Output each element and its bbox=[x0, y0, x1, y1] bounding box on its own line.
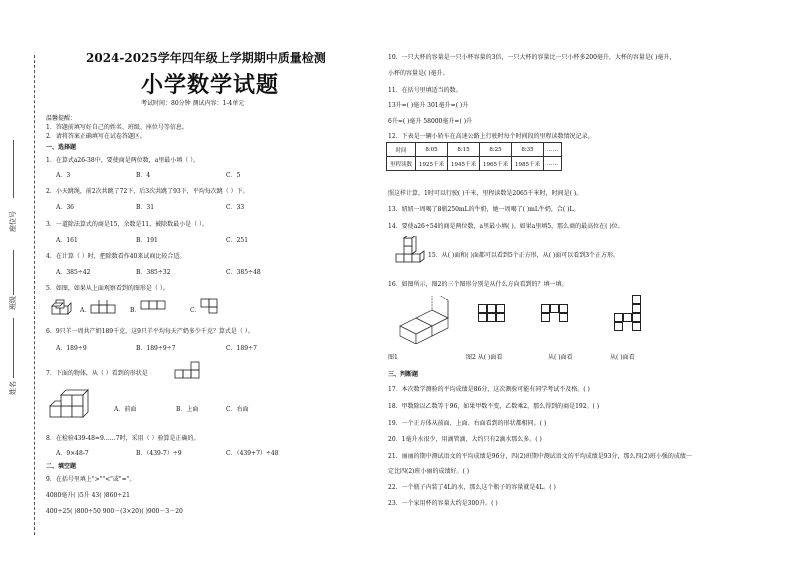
q4-opt-a[interactable]: A．385÷42 bbox=[56, 269, 91, 276]
q16-label-view2[interactable]: 从( )面看 bbox=[548, 354, 573, 361]
q9-line-2[interactable]: 400÷25( )800÷50 900－(3×20)( )900－3－20 bbox=[46, 508, 183, 515]
q7-opt-b[interactable]: B．上面 bbox=[176, 406, 199, 413]
q8-opt-c[interactable]: C．（439+7）÷48 bbox=[226, 450, 279, 457]
q15: 15．从( )面和( )面都可以看到5个正方形，从( )面可以看到3个正方形。 bbox=[428, 252, 620, 259]
q15-cube-figure bbox=[394, 236, 428, 268]
q12: 12．下表是一辆小轿车在高速公路上行驶时每个时间段的里程读数情况记录。 bbox=[388, 133, 594, 140]
sidebar-label-seat: 座位号 bbox=[9, 211, 17, 232]
table-cell: 里程读数 bbox=[387, 157, 416, 171]
q5-opt-b[interactable]: B． bbox=[130, 307, 141, 314]
q4: 4．在计算（ ）时，把除数看作40来试商比较合适。 bbox=[46, 253, 186, 260]
q14: 14．要使a26÷54的商是两位数，a里最小填( )。如果a里填5，那么商的最高位在( )位。 bbox=[388, 223, 624, 230]
table-cell: …… bbox=[544, 157, 562, 171]
exam-title-line: 2024-2025学年四年级上学期期中质量检测 bbox=[86, 51, 326, 65]
q11: 11．在括号里填适当的数。 bbox=[388, 87, 462, 94]
q10-b: 小杯的容量是( )毫升。 bbox=[388, 70, 449, 77]
table-cell: …… bbox=[544, 143, 562, 157]
q19: 19．一个正方体从前面、上面、右面看到的形状都相同。( ) bbox=[388, 420, 547, 427]
q21-b: 定比四(2)班小丽的成绩好。( ) bbox=[388, 468, 470, 475]
q3-opt-c[interactable]: C．251 bbox=[226, 237, 249, 244]
q7-object-figure bbox=[48, 384, 98, 426]
q1: 1．在算式a26-38中，要使商是两位数，a里最小填（ ）。 bbox=[46, 157, 200, 164]
q21-a: 21．丽丽的期中测试语文的平均成绩是96分，四(2)班期中测试语文的平均成绩是93分，那么四(2)班小强的成绩一 bbox=[388, 453, 692, 460]
q5-opt-a-shape bbox=[90, 300, 120, 316]
table-cell: 8:15 bbox=[448, 143, 480, 157]
class-blank[interactable] bbox=[13, 250, 14, 295]
table-cell: 时间 bbox=[387, 143, 416, 157]
q17: 17．本次数学测验的平均成绩是86分，这次测验可能有同学考试不及格。( ) bbox=[388, 386, 590, 393]
q9: 9．在括号里填上">""<"或"="。 bbox=[46, 476, 136, 483]
q5-opt-c[interactable]: C． bbox=[190, 307, 201, 314]
q20: 20．1毫升水很少，用滴管滴，大约只有2滴水那么多。( ) bbox=[388, 436, 542, 443]
q16-figure-1 bbox=[396, 296, 466, 346]
table-row bbox=[387, 157, 562, 171]
q9-line-1[interactable]: 4080毫升( )5升 43( )860÷21 bbox=[46, 492, 130, 499]
notice-2: 2．请将答案正确填写在试卷答题区。 bbox=[46, 133, 146, 140]
name-blank[interactable] bbox=[13, 318, 14, 378]
mileage-table bbox=[386, 142, 562, 171]
table-row bbox=[387, 143, 562, 157]
section-choice: 一、选择题 bbox=[46, 144, 77, 151]
q2-opt-c[interactable]: C．33 bbox=[226, 204, 245, 211]
q5: 5．如图，如果从上面观察看到的图形是（ ）。 bbox=[46, 285, 169, 292]
q1-opt-c[interactable]: C．5 bbox=[226, 172, 241, 179]
q3-opt-a[interactable]: A．161 bbox=[56, 237, 78, 244]
q13: 13．妞妞一周喝了8瓶250mL的牛奶，她一周喝了( )mL牛奶，合( )L。 bbox=[388, 206, 580, 213]
cut-line bbox=[34, 55, 35, 535]
q3: 3．一道除法算式的商是15，余数是11，被除数最小是（ ）。 bbox=[46, 221, 208, 228]
q5-opt-c-shape bbox=[200, 298, 230, 316]
table-cell: 8:05 bbox=[416, 143, 448, 157]
notice-title: 温馨提醒： bbox=[46, 115, 77, 122]
sidebar-label-class: 班级 bbox=[9, 296, 17, 310]
q5-opt-a[interactable]: A． bbox=[80, 307, 91, 314]
table-cell: 1965千米 bbox=[480, 157, 512, 171]
q10-a: 10．一只大杯的容量是一只小杯容量的3倍，一只大杯的容量比一只小杯多200毫升，大杯的容量是( )毫升， bbox=[388, 54, 676, 61]
sidebar-label-name: 姓名 bbox=[9, 381, 17, 395]
exam-title-main: 小学数学试题 bbox=[141, 72, 280, 98]
q2: 2．小天跳绳，前2次共跳了72下，后3次共跳了93下，平均每次跳（ ）下。 bbox=[46, 188, 249, 195]
q16: 16．如图所示，图2的三个图形分别是从什么方向看到的？填一填。 bbox=[388, 281, 568, 288]
q16-label-fig1: 图1 bbox=[388, 354, 398, 361]
q7-opt-a[interactable]: A．前面 bbox=[114, 406, 137, 413]
q6-opt-c[interactable]: C．189÷7 bbox=[226, 345, 257, 352]
q3-opt-b[interactable]: B．191 bbox=[136, 237, 158, 244]
q22: 22．一个瓶子内装了4L的水，那么这个瓶子的容量就是4L。( ) bbox=[388, 484, 556, 491]
q11-line-1[interactable]: 13升=( )毫升 301毫升=( )升 bbox=[388, 102, 469, 109]
q2-opt-a[interactable]: A．36 bbox=[56, 204, 74, 211]
section-fill: 二、填空题 bbox=[46, 463, 77, 470]
q6-opt-b[interactable]: B．189÷9÷7 bbox=[136, 345, 176, 352]
notice-1: 1．答题前填写好自己的姓名、班级、座位号等信息。 bbox=[46, 124, 188, 131]
q6: 6．9只羊一周共产奶189千克，这9只羊平均每天产奶多少千克？算式是（ ）。 bbox=[46, 328, 254, 335]
q23: 23．一个家用杯的容量大约是300升。( ) bbox=[388, 500, 498, 507]
left-column bbox=[46, 0, 380, 562]
table-cell: 1925千米 bbox=[416, 157, 448, 171]
section-judge: 三、判断题 bbox=[388, 371, 419, 378]
q1-opt-b[interactable]: B．4 bbox=[136, 172, 151, 179]
q8-opt-b[interactable]: B．（439-7）÷9 bbox=[136, 450, 182, 457]
q8-opt-a[interactable]: A．9×48-7 bbox=[56, 450, 89, 457]
q16-label-view1[interactable]: 图2 从( )面看 bbox=[466, 354, 503, 361]
q7-opt-c[interactable]: C．右面 bbox=[226, 406, 249, 413]
seat-blank[interactable] bbox=[13, 140, 14, 198]
table-cell: 1985千米 bbox=[512, 157, 544, 171]
table-cell: 8:25 bbox=[480, 143, 512, 157]
q18: 18．甲数除以乙数等于96，如果甲数不变，乙数乘2，那么得到的商是192。( ) bbox=[388, 403, 600, 410]
q12-b: 照这样计算，1时可以行驶( )千米，里程读数是2065千米时，时间是( )。 bbox=[388, 190, 583, 197]
q5-opt-b-shape bbox=[140, 300, 170, 316]
q8: 8．在检验439-48=9……7时，采用（ ）验算是正确的。 bbox=[46, 435, 200, 442]
q6-opt-a[interactable]: A．189÷9 bbox=[56, 345, 87, 352]
q1-opt-a[interactable]: A．3 bbox=[56, 172, 71, 179]
binding-strip bbox=[0, 0, 40, 562]
q4-opt-c[interactable]: C．385÷48 bbox=[226, 269, 261, 276]
table-cell: 8:35 bbox=[512, 143, 544, 157]
q7-view-shape bbox=[174, 360, 204, 382]
q5-cube-figure bbox=[50, 296, 76, 318]
q16-label-view3[interactable]: 从( )面看 bbox=[610, 354, 635, 361]
right-column bbox=[388, 0, 788, 562]
q11-line-2[interactable]: 6升=( )毫升 58000毫升=( )升 bbox=[388, 118, 473, 125]
q4-opt-b[interactable]: B．385÷32 bbox=[136, 269, 171, 276]
q2-opt-b[interactable]: B．31 bbox=[136, 204, 155, 211]
table-cell: 1945千米 bbox=[448, 157, 480, 171]
q7: 7．下面的物体，从（ ）看到的形状是 bbox=[46, 370, 148, 377]
exam-meta: 考试时间：80分钟 测试内容：1-4单元 bbox=[141, 100, 245, 107]
